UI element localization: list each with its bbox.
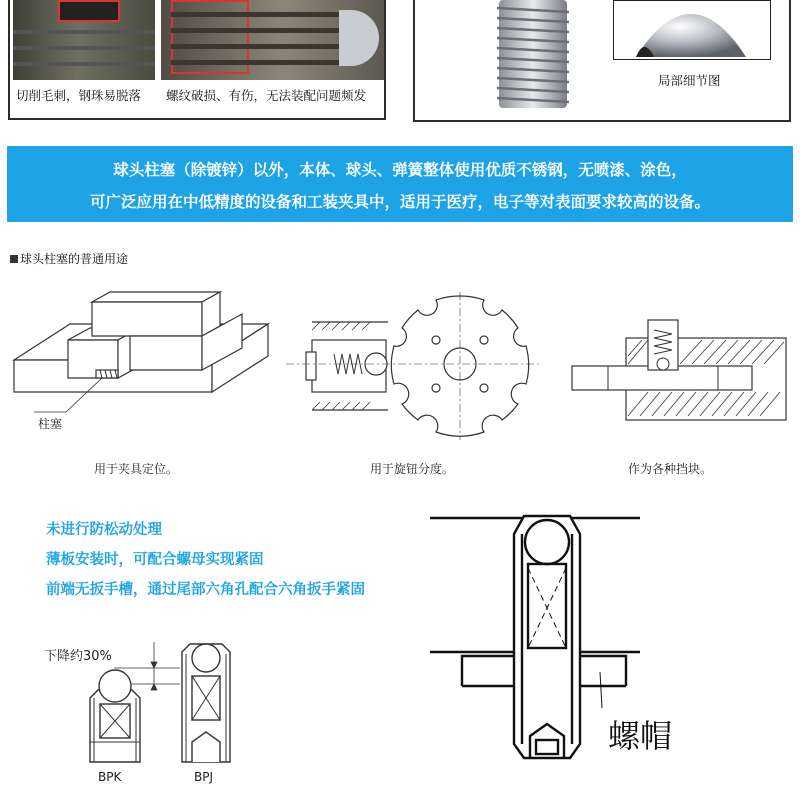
burr-caption: 切削毛刺，钢珠易脱落 [16,88,142,103]
section-title [10,250,128,267]
note-thin-plate: 薄板安装时，可配合螺母实现紧固 [46,552,264,568]
thread-caption: 螺纹破损、有伤，无法装配问题频发 [166,88,367,103]
detail-photo-panel [413,0,791,122]
thread-defect-photo [161,0,384,80]
drop-label: 下降约30% [44,649,112,664]
use-caption-knob: 用于旋钮分度。 [370,462,455,476]
stopper-diagram [568,316,788,424]
burr-defect-photo [13,0,155,80]
use-caption-stopper: 作为各种挡块。 [628,462,713,476]
bullet-square-icon [10,255,18,263]
bpk-bpj-diagram [72,632,252,772]
nut-label: 螺帽 [608,717,673,755]
ball-detail-photo [613,0,771,60]
banner-line-2: 可广泛应用在中低精度的设备和工装夹具中，适用于医疗，电子等对表面要求较高的设备。 [89,193,710,211]
plunger-thread-photo [485,0,581,117]
note-no-anti-loosening: 未进行防松动处理 [46,522,162,538]
use-caption-fixture: 用于夹具定位。 [94,462,179,476]
plunger-label: 柱塞 [38,417,63,431]
model-bpj-label: BPJ [194,770,214,784]
knob-indexing-diagram [286,292,540,440]
feature-banner [7,146,793,222]
fixture-positioning-diagram [10,290,272,440]
model-bpk-label: BPK [98,770,122,784]
defect-photo-panel [8,0,386,120]
banner-line-1: 球头柱塞（除镀锌）以外，本体、球头、弹簧整体使用优质不锈钢，无喷漆、涂色， [113,161,687,179]
detail-caption: 局部细节图 [658,73,721,88]
note-hex-wrench: 前端无扳手槽，通过尾部六角孔配合六角扳手紧固 [46,582,365,598]
section-title-text: 球头柱塞的普通用途 [20,252,129,266]
